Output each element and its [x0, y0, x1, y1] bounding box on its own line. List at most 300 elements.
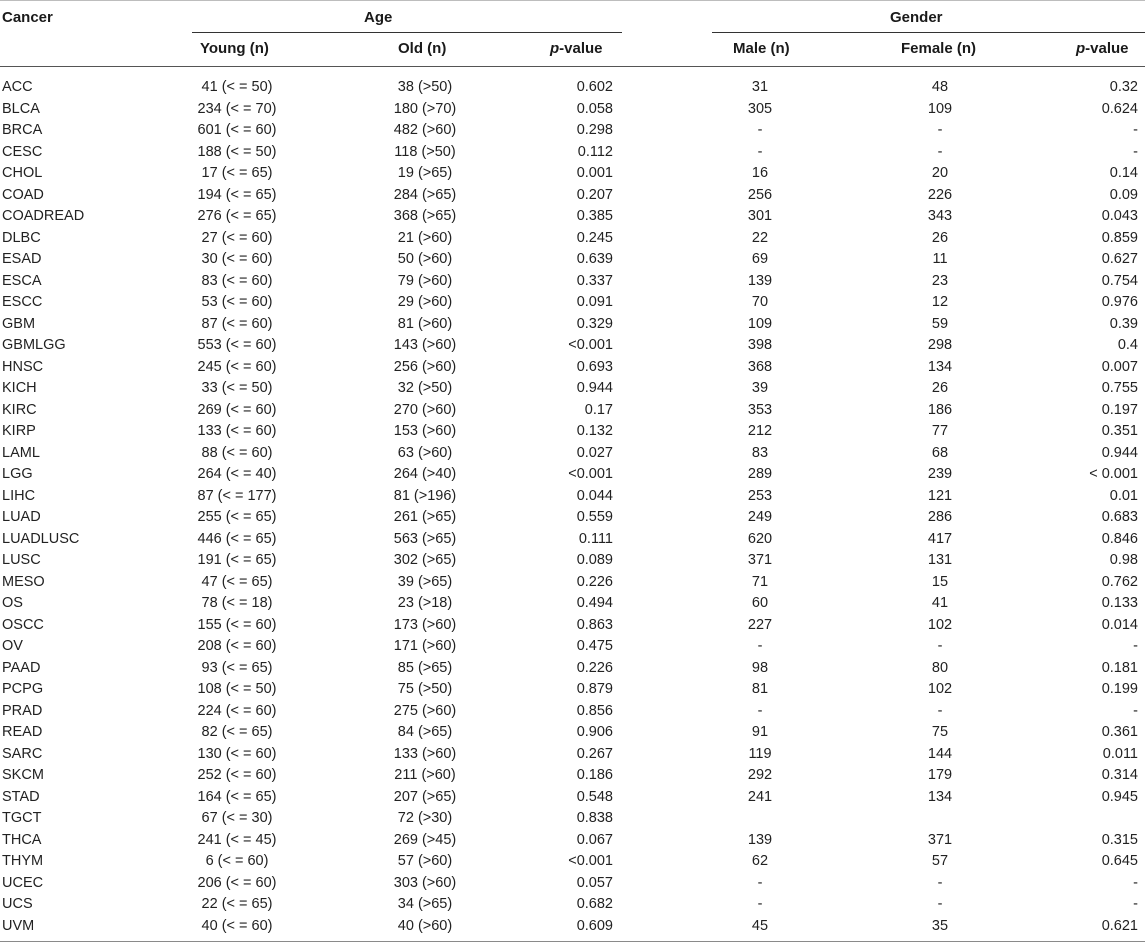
table-row	[0, 701, 1145, 723]
cell-p-value-age: 0.089	[576, 552, 613, 568]
p-suffix: -value	[1085, 40, 1129, 57]
cell-cancer: LAML	[2, 444, 40, 461]
cell-young: 47 (< = 65)	[201, 573, 273, 590]
cell-young: 93 (< = 65)	[201, 659, 273, 676]
cell-male: 83	[751, 444, 769, 461]
cell-p-value-age: 0.602	[576, 79, 613, 95]
cell-cancer: ESAD	[2, 251, 42, 267]
cell-cancer: ESCA	[2, 272, 42, 289]
cell-old: 84 (>65)	[397, 724, 453, 740]
cell-male: 305	[747, 100, 773, 117]
cell-p-value-age: 0.609	[576, 917, 613, 934]
table-row	[0, 873, 1145, 895]
cell-cancer: UVM	[2, 917, 35, 934]
cell-old: 211 (>60)	[394, 767, 456, 783]
cell-p-value-age: <0.001	[568, 853, 613, 869]
cell-old: 270 (>60)	[393, 401, 457, 418]
table-row	[0, 658, 1145, 680]
cell-old: 21 (>60)	[397, 229, 453, 246]
cell-old: 269 (>45)	[393, 831, 457, 848]
table-row	[0, 916, 1145, 938]
cell-p-value-gender: 0.315	[1101, 831, 1138, 848]
cell-p-value-age: 0.112	[577, 143, 613, 160]
cell-male: 139	[747, 831, 773, 848]
cell-p-value-age: 0.693	[576, 358, 613, 375]
cell-p-value-age: <0.001	[568, 466, 613, 482]
cell-young: 188 (< = 50)	[197, 143, 277, 160]
cell-female: 68	[931, 444, 949, 461]
table-row	[0, 894, 1145, 916]
cell-p-value-gender: -	[1133, 122, 1138, 138]
cell-male: 301	[747, 208, 773, 224]
cell-old: 563 (>65)	[393, 530, 457, 547]
cell-cancer: LUADLUSC	[2, 530, 80, 547]
cell-cancer: ESCC	[2, 294, 43, 310]
gender-group-rule	[712, 32, 1145, 33]
cell-female: -	[937, 702, 943, 719]
cell-p-value-age: 0.226	[576, 573, 613, 590]
cell-female: 41	[931, 595, 949, 611]
cell-p-value-gender: 0.762	[1101, 573, 1138, 590]
cell-p-value-gender: 0.944	[1101, 444, 1138, 461]
cell-young: 446 (< = 65)	[197, 530, 277, 547]
header-p-value-gender	[1076, 40, 1129, 57]
cell-young: 601 (< = 60)	[197, 122, 277, 138]
cell-old: 303 (>60)	[393, 874, 457, 891]
cell-p-value-gender: 0.181	[1101, 659, 1138, 676]
cell-female: 417	[927, 530, 953, 547]
cell-cancer: HNSC	[2, 358, 44, 375]
table-row	[0, 679, 1145, 701]
table-row	[0, 249, 1145, 271]
cell-young: 6 (< = 60)	[205, 853, 269, 869]
cell-female: 26	[931, 380, 949, 396]
cell-young: 67 (< = 30)	[201, 810, 273, 826]
p-suffix: -value	[559, 40, 603, 57]
cell-female: 102	[927, 681, 953, 697]
table-row	[0, 765, 1145, 787]
age-group-rule	[192, 32, 622, 33]
cell-cancer: CHOL	[2, 165, 43, 181]
cell-cancer: GBM	[2, 315, 36, 332]
cell-old: 50 (>60)	[397, 251, 453, 267]
p-italic: p	[1076, 40, 1086, 57]
cell-p-value-age: 0.132	[576, 423, 613, 439]
header-young: Young (n)	[200, 40, 269, 57]
cell-male: 371	[747, 552, 773, 568]
cell-old: 40 (>60)	[397, 917, 453, 934]
cell-cancer: BLCA	[2, 100, 40, 117]
header-gender: Gender	[890, 9, 943, 26]
table-row	[0, 486, 1145, 508]
cell-young: 269 (< = 60)	[197, 401, 277, 418]
cell-p-value-age: 0.863	[576, 616, 613, 633]
cell-p-value-age: 0.267	[576, 745, 613, 762]
cell-cancer: LUAD	[2, 509, 41, 525]
cell-old: 368 (>65)	[393, 208, 457, 224]
header-male: Male (n)	[733, 40, 790, 57]
cell-young: 27 (< = 60)	[201, 229, 273, 246]
cell-female: 134	[927, 788, 953, 805]
cell-old: 38 (>50)	[397, 79, 453, 95]
cell-p-value-age: 0.298	[576, 122, 613, 138]
cell-female: 226	[927, 186, 953, 203]
table-row	[0, 529, 1145, 551]
cell-p-value-gender: 0.351	[1101, 423, 1138, 439]
cell-p-value-gender: 0.645	[1101, 853, 1138, 869]
cell-male: -	[757, 874, 763, 891]
table-row	[0, 77, 1145, 99]
cell-male: 60	[751, 595, 769, 611]
cell-cancer: OV	[2, 638, 23, 654]
cell-p-value-age: 0.111	[578, 530, 613, 547]
cell-p-value-gender: 0.846	[1101, 530, 1138, 547]
cell-p-value-age: 0.027	[576, 444, 613, 461]
table-row	[0, 787, 1145, 809]
cell-old: 171 (>60)	[393, 638, 457, 654]
header-bottom-rule	[0, 66, 1145, 67]
cell-female: 48	[931, 79, 949, 95]
cell-cancer: STAD	[2, 788, 40, 805]
cell-p-value-gender: 0.683	[1101, 509, 1138, 525]
cell-young: 17 (< = 65)	[201, 165, 273, 181]
cell-female: 239	[927, 466, 953, 482]
cell-p-value-age: 0.906	[576, 724, 613, 740]
cell-old: 34 (>65)	[397, 896, 453, 912]
cell-male: 620	[747, 530, 773, 547]
cell-female: 298	[927, 337, 953, 353]
cell-male: 71	[751, 573, 769, 590]
cell-cancer: READ	[2, 724, 43, 740]
cell-cancer: KIRC	[2, 401, 37, 418]
cell-male: -	[757, 702, 763, 719]
table-row	[0, 335, 1145, 357]
cell-old: 81 (>196)	[393, 487, 457, 504]
cell-p-value-age: 0.548	[576, 788, 613, 805]
cell-p-value-gender: 0.755	[1101, 380, 1138, 396]
cell-p-value-gender: 0.976	[1101, 294, 1138, 310]
cell-cancer: OS	[2, 595, 23, 611]
cell-male: 241	[747, 788, 773, 805]
cell-cancer: BRCA	[2, 122, 43, 138]
cell-male: 227	[747, 616, 773, 633]
cell-male: 45	[751, 917, 769, 934]
cell-young: 276 (< = 65)	[197, 208, 277, 224]
cell-male: 31	[751, 79, 769, 95]
table-row	[0, 314, 1145, 336]
cell-male: 119	[748, 745, 772, 762]
cell-male: 16	[751, 165, 769, 181]
cell-p-value-age: 0.559	[576, 509, 613, 525]
table-row	[0, 615, 1145, 637]
cell-old: 143 (>60)	[393, 337, 457, 353]
cell-p-value-gender: 0.014	[1101, 616, 1138, 633]
cell-old: 39 (>65)	[397, 573, 453, 590]
cell-female: 11	[932, 251, 948, 267]
cell-p-value-age: 0.067	[576, 831, 613, 848]
cell-young: 255 (< = 65)	[197, 509, 277, 525]
cell-female: 144	[927, 745, 953, 762]
cell-female: 35	[931, 917, 949, 934]
cell-p-value-age: 0.879	[576, 681, 613, 697]
cell-p-value-gender: 0.361	[1101, 724, 1138, 740]
table-row	[0, 808, 1145, 830]
cell-p-value-gender: 0.945	[1101, 788, 1138, 805]
cell-young: 206 (< = 60)	[197, 874, 277, 891]
cell-cancer: KIRP	[2, 423, 36, 439]
cell-female: 75	[931, 724, 949, 740]
cell-young: 40 (< = 60)	[201, 917, 273, 934]
cell-young: 224 (< = 60)	[197, 702, 277, 719]
cell-male: -	[757, 143, 763, 160]
header-age: Age	[364, 9, 393, 26]
cell-old: 133 (>60)	[393, 745, 457, 762]
cell-cancer: THCA	[2, 831, 42, 848]
cell-old: 85 (>65)	[397, 659, 453, 676]
cell-female: -	[937, 122, 943, 138]
table-row	[0, 744, 1145, 766]
cell-young: 78 (< = 18)	[201, 595, 273, 611]
cell-cancer: COAD	[2, 186, 44, 203]
cell-young: 82 (< = 65)	[201, 724, 273, 740]
cell-male: -	[757, 638, 763, 654]
table-row	[0, 163, 1145, 185]
cell-young: 133 (< = 60)	[197, 423, 277, 439]
table-row	[0, 572, 1145, 594]
cell-young: 194 (< = 65)	[197, 186, 277, 203]
cell-female: -	[937, 874, 943, 891]
cell-young: 87 (< = 177)	[197, 487, 277, 504]
cell-male: 22	[751, 229, 769, 246]
cell-male: 253	[747, 487, 773, 504]
cell-female: 131	[927, 552, 953, 568]
cell-p-value-age: 0.682	[576, 896, 613, 912]
cell-cancer: OSCC	[2, 616, 44, 633]
cell-old: 19 (>65)	[397, 165, 453, 181]
cell-young: 41 (< = 50)	[201, 79, 273, 95]
cell-p-value-age: 0.044	[576, 487, 613, 504]
cell-male: 39	[751, 380, 769, 396]
cell-old: 32 (>50)	[397, 380, 453, 396]
cell-p-value-gender: -	[1133, 702, 1138, 719]
cell-female: 121	[927, 487, 953, 504]
cell-cancer: PAAD	[2, 659, 41, 676]
cell-male: -	[757, 122, 763, 138]
cell-young: 553 (< = 60)	[197, 337, 277, 353]
cell-old: 256 (>60)	[393, 358, 457, 375]
table-row	[0, 185, 1145, 207]
cell-p-value-gender: 0.98	[1109, 552, 1138, 568]
cell-cancer: PRAD	[2, 702, 43, 719]
cell-p-value-age: 0.245	[576, 229, 613, 246]
cell-p-value-gender: -	[1133, 143, 1138, 160]
cell-p-value-gender: 0.14	[1109, 165, 1138, 181]
table-row	[0, 120, 1145, 142]
cell-female: 80	[931, 659, 949, 676]
cell-old: 302 (>65)	[393, 552, 457, 568]
cell-old: 180 (>70)	[393, 100, 457, 117]
cell-young: 83 (< = 60)	[201, 272, 273, 289]
cell-male: 62	[751, 853, 769, 869]
cell-p-value-gender: 0.01	[1109, 487, 1138, 504]
cell-old: 173 (>60)	[393, 616, 457, 633]
cell-cancer: LUSC	[2, 552, 41, 568]
cell-p-value-gender: 0.197	[1101, 401, 1138, 418]
cell-young: 87 (< = 60)	[201, 315, 273, 332]
cell-female: 343	[927, 208, 953, 224]
cell-cancer: DLBC	[2, 229, 41, 246]
cell-p-value-gender: -	[1133, 896, 1138, 912]
cell-young: 245 (< = 60)	[197, 358, 277, 375]
cell-p-value-age: 0.207	[576, 186, 613, 203]
cell-p-value-gender: 0.043	[1101, 208, 1138, 224]
cell-cancer: COADREAD	[2, 208, 85, 224]
cell-p-value-gender: -	[1133, 638, 1138, 654]
cell-cancer: LIHC	[2, 487, 36, 504]
table-row	[0, 271, 1145, 293]
header-p-value-age	[550, 40, 603, 57]
cell-female: 286	[927, 509, 953, 525]
cell-p-value-gender: -	[1133, 874, 1138, 891]
table-row	[0, 228, 1145, 250]
cell-female: 20	[931, 165, 949, 181]
table-row	[0, 464, 1145, 486]
table-row	[0, 400, 1145, 422]
cell-young: 208 (< = 60)	[197, 638, 277, 654]
cell-cancer: TGCT	[2, 810, 42, 826]
table-row	[0, 99, 1145, 121]
cell-young: 164 (< = 65)	[197, 788, 277, 805]
cell-old: 118 (>50)	[394, 143, 456, 160]
cell-p-value-age: 0.057	[576, 874, 613, 891]
cell-old: 63 (>60)	[397, 444, 453, 461]
cell-p-value-age: 0.001	[576, 165, 613, 181]
cell-old: 81 (>60)	[397, 315, 453, 332]
cell-male: 368	[747, 358, 773, 375]
cell-male: 353	[747, 401, 773, 418]
cell-cancer: KICH	[2, 380, 37, 396]
table-row	[0, 636, 1145, 658]
table-row	[0, 830, 1145, 852]
cell-young: 108 (< = 50)	[197, 681, 277, 697]
cell-p-value-age: 0.385	[576, 208, 613, 224]
table-row	[0, 206, 1145, 228]
cell-p-value-gender: 0.621	[1101, 917, 1138, 934]
header-cancer: Cancer	[2, 9, 53, 26]
cell-old: 261 (>65)	[393, 509, 457, 525]
cell-young: 241 (< = 45)	[197, 831, 277, 848]
cell-cancer: MESO	[2, 573, 45, 590]
cell-cancer: LGG	[2, 466, 33, 482]
cell-old: 29 (>60)	[397, 294, 453, 310]
cell-female: 179	[927, 767, 953, 783]
cell-p-value-gender: 0.627	[1101, 251, 1138, 267]
cell-p-value-age: <0.001	[568, 337, 613, 353]
cell-cancer: PCPG	[2, 681, 44, 697]
cell-young: 33 (< = 50)	[201, 380, 273, 396]
cell-female: -	[937, 896, 943, 912]
cell-p-value-age: 0.186	[576, 767, 613, 783]
table-row	[0, 550, 1145, 572]
cell-p-value-gender: 0.133	[1101, 595, 1138, 611]
cell-p-value-age: 0.838	[576, 810, 613, 826]
cell-old: 23 (>18)	[397, 595, 453, 611]
cell-p-value-age: 0.856	[576, 702, 613, 719]
cell-male: 69	[751, 251, 769, 267]
table-row	[0, 142, 1145, 164]
cell-p-value-gender: 0.32	[1109, 79, 1138, 95]
cell-cancer: UCEC	[2, 874, 44, 891]
cell-male: 81	[751, 681, 769, 697]
cell-female: 134	[927, 358, 953, 375]
cell-female: 186	[927, 401, 953, 418]
cell-p-value-gender: 0.007	[1101, 358, 1138, 375]
cell-p-value-gender: 0.4	[1117, 337, 1138, 353]
cell-p-value-age: 0.475	[576, 638, 613, 654]
table-row	[0, 378, 1145, 400]
cell-p-value-age: 0.337	[576, 272, 613, 289]
cell-male: 109	[747, 315, 773, 332]
cell-male: 70	[751, 294, 769, 310]
cell-old: 275 (>60)	[393, 702, 457, 719]
cell-cancer: GBMLGG	[2, 337, 66, 353]
table-row	[0, 421, 1145, 443]
cell-young: 264 (< = 40)	[197, 466, 277, 482]
cell-p-value-age: 0.639	[576, 251, 613, 267]
cell-female: -	[937, 143, 943, 160]
cell-young: 252 (< = 60)	[197, 767, 277, 783]
cell-p-value-gender: 0.859	[1101, 229, 1138, 246]
cell-male: 91	[751, 724, 769, 740]
cell-male: 249	[747, 509, 773, 525]
cell-young: 88 (< = 60)	[201, 444, 273, 461]
cell-p-value-age: 0.944	[576, 380, 613, 396]
cell-female: 23	[931, 272, 949, 289]
cell-cancer: CESC	[2, 143, 43, 160]
cell-p-value-gender: 0.314	[1101, 767, 1138, 783]
cell-cancer: UCS	[2, 896, 33, 912]
table-row	[0, 593, 1145, 615]
cell-p-value-age: 0.226	[576, 659, 613, 676]
cell-female: 12	[931, 294, 949, 310]
cell-cancer: SARC	[2, 745, 43, 762]
cell-old: 153 (>60)	[393, 423, 457, 439]
header-female: Female (n)	[901, 40, 977, 57]
table-row	[0, 851, 1145, 873]
cell-male: 398	[747, 337, 773, 353]
cell-young: 53 (< = 60)	[201, 294, 273, 310]
cell-p-value-gender: 0.624	[1101, 100, 1138, 117]
cell-old: 264 (>40)	[393, 466, 457, 482]
table-row	[0, 357, 1145, 379]
cell-p-value-age: 0.058	[576, 100, 613, 117]
cell-female: 109	[927, 100, 953, 117]
cell-p-value-age: 0.091	[576, 294, 613, 310]
cell-old: 79 (>60)	[397, 272, 453, 289]
cell-p-value-age: 0.329	[576, 315, 613, 332]
cell-male: 212	[747, 423, 773, 439]
cell-old: 482 (>60)	[393, 122, 457, 138]
cell-cancer: THYM	[2, 853, 44, 869]
cell-p-value-gender: 0.39	[1109, 315, 1138, 332]
cell-p-value-gender: 0.09	[1109, 186, 1138, 203]
cell-old: 284 (>65)	[393, 186, 457, 203]
header-old: Old (n)	[398, 40, 447, 57]
cell-male: 98	[751, 659, 769, 676]
cell-p-value-age: 0.17	[584, 401, 613, 418]
cell-young: 22 (< = 65)	[201, 896, 273, 912]
cell-young: 234 (< = 70)	[197, 100, 277, 117]
